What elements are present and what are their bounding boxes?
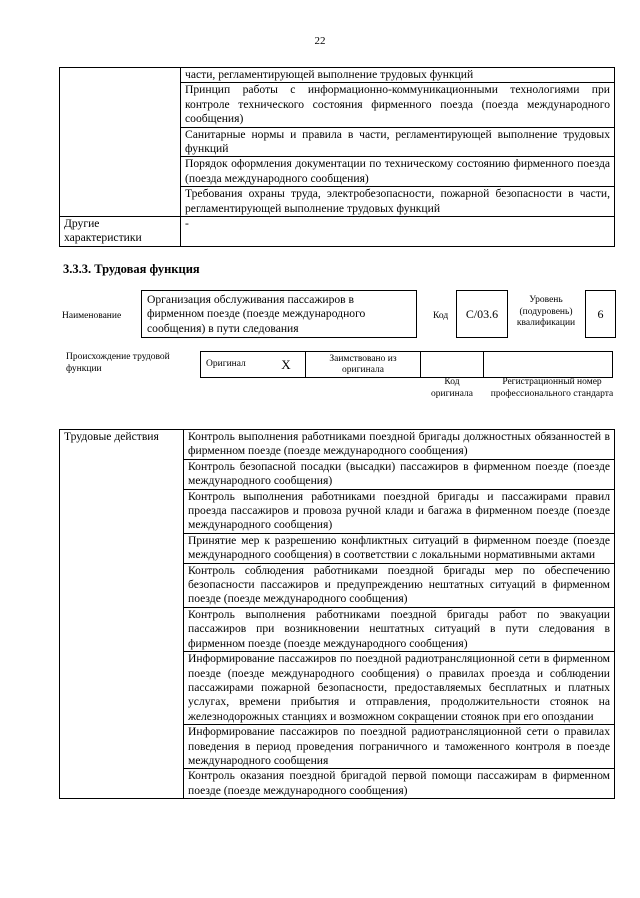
labor-actions-label: Трудовые действия xyxy=(60,430,184,799)
knowledge-item: Санитарные нормы и правила в части, регламентирующей выполнение трудовых функций xyxy=(181,127,615,157)
labor-action-item: Информирование пассажиров по поездной радиотрансляционной сети в фирменном поезде (поезде международного сообщения) о правилах проезда и соблюдении пассажирами пожарной безопасности, предоставляемых бесплатных и платных услугах, времени прибытия и отправления, продолжительности стоянок на железнодорожных станциях и возможном сокращении стоянок при его опоздании xyxy=(184,652,615,725)
borrowed-label: Заимствовано из оригинала xyxy=(306,352,421,378)
code-original-cell xyxy=(421,352,484,378)
section-title: 3.3.3. Трудовая функция xyxy=(63,262,200,276)
labor-action-item: Контроль соблюдения работниками поездной бригады мер по обеспечению безопасности пассажиров и предупреждению нештатных ситуаций в фирменном поезде (поезде международного сообщения) xyxy=(184,563,615,607)
knowledge-label-cell xyxy=(60,68,181,217)
qualification-level-box: 6 xyxy=(585,290,616,338)
origin-table xyxy=(200,351,613,378)
labor-actions-table xyxy=(59,429,615,799)
labor-action-item: Контроль выполнения работниками поездной бригады и пассажирами правил проезда пассажиров и провоза ручной клади и багажа в фирменном поезде (поезде международного сообщения) xyxy=(184,489,615,533)
labor-action-item: Контроль выполнения работниками поездной бригады должностных обязанностей в фирменном поезде (поезде международного сообщения) xyxy=(184,430,615,460)
other-characteristics-value: - xyxy=(181,217,615,247)
labor-action-item: Контроль оказания поездной бригадой первой помощи пассажирам в фирменном поезде (поезде международного сообщения) xyxy=(184,769,615,799)
code-label: Код xyxy=(433,311,449,321)
origin-label: Происхождение трудовой функции xyxy=(66,352,170,374)
original-label: Оригинал xyxy=(201,352,268,378)
function-code-box: С/03.6 xyxy=(456,290,508,338)
knowledge-item: части, регламентирующей выполнение трудовых функций xyxy=(181,68,615,83)
labor-action-item: Контроль безопасной посадки (высадки) пассажиров в фирменном поезде (поезде международного сообщения) xyxy=(184,459,615,489)
original-mark: X xyxy=(267,352,306,378)
code-original-label: Код оригинала xyxy=(431,377,473,399)
labor-action-item: Информирование пассажиров по поездной радиотрансляционной сети о правилах поведения в период проведения пограничного и таможенного контроля в поезде международного сообщения xyxy=(184,725,615,769)
labor-action-item: Контроль выполнения работниками поездной бригады работ по эвакуации пассажиров при возникновении нештатных ситуаций в пути следования в фирменном поезде (поезде международного сообщения) xyxy=(184,607,615,651)
page-number: 22 xyxy=(314,35,326,47)
knowledge-table xyxy=(59,67,615,247)
knowledge-item: Принцип работы с информационно-коммуникационными технологиями при контроле технического состояния фирменного поезда (поезда международного сообщения) xyxy=(181,83,615,127)
knowledge-item: Требования охраны труда, электробезопасности, пожарной безопасности в части, регламентирующей выполнение трудовых функций xyxy=(181,187,615,217)
name-label: Наименование xyxy=(62,311,122,321)
labor-action-item: Принятие мер к разрешению конфликтных ситуаций в фирменном поезде (поезде международного сообщения) в соответствии с локальными нормативными актами xyxy=(184,533,615,563)
knowledge-item: Порядок оформления документации по техническому состоянию фирменного поезда (поезда международного сообщения) xyxy=(181,157,615,187)
function-name-box: Организация обслуживания пассажиров в фирменном поезде (поезде международного сообщения) в пути следования xyxy=(141,290,417,338)
other-characteristics-label: Другие характеристики xyxy=(60,217,181,247)
qualification-level-label: Уровень (подуровень) квалификации xyxy=(516,295,576,328)
reg-number-label: Регистрационный номер профессионального стандарта xyxy=(490,377,614,399)
reg-number-cell xyxy=(484,352,613,378)
